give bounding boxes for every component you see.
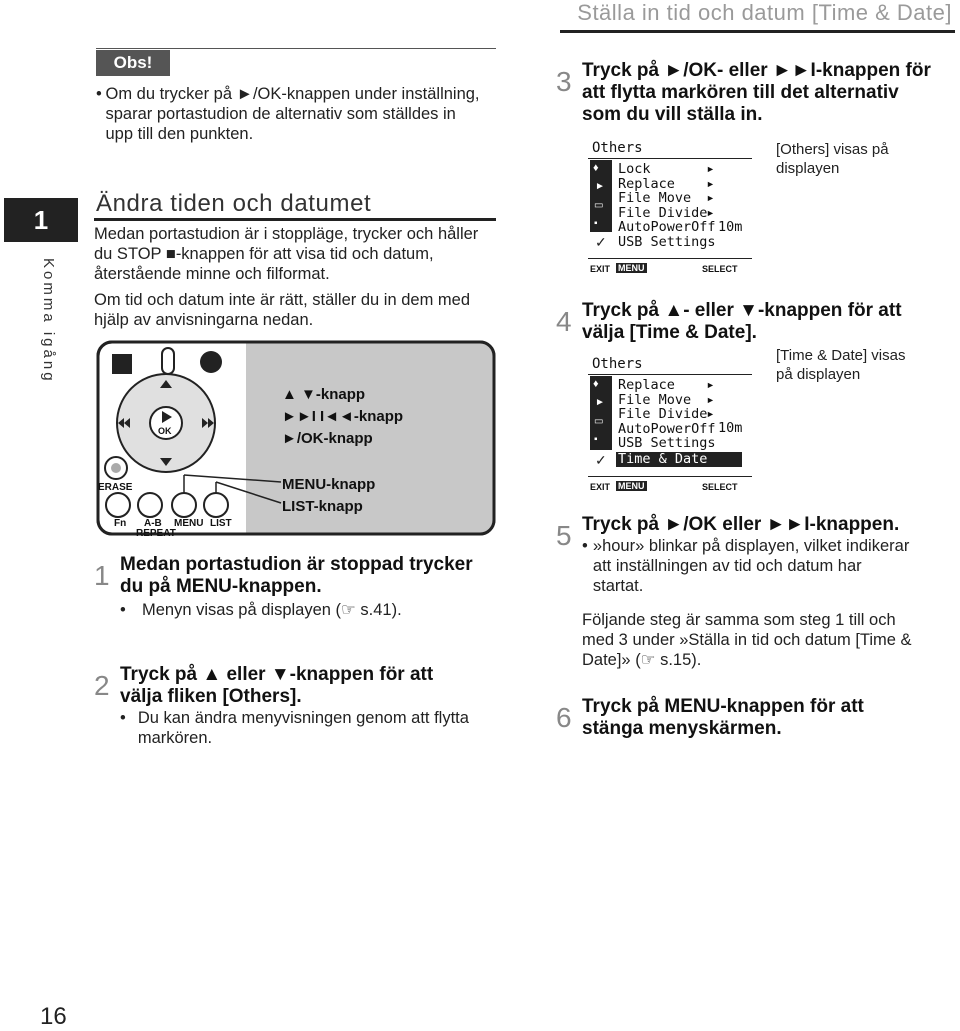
chapter-side-label: Komma igång bbox=[40, 258, 57, 384]
screen-2-arrows: ► ► ► bbox=[706, 380, 715, 419]
fn-label: Fn bbox=[114, 518, 127, 529]
screen-2-item: AutoPowerOff bbox=[618, 420, 716, 437]
repeat-label: REPEAT bbox=[136, 528, 176, 539]
step-5-extra: Följande steg är samma som steg 1 till och med 3 under »Ställa in tid och datum [Time & Date]» (☞ s.15). bbox=[582, 611, 912, 669]
screen-1-item: File Divide bbox=[618, 204, 708, 221]
tab-icons-column bbox=[590, 160, 612, 254]
step-1-bullet: • Menyn visas på displayen (☞ s.41). bbox=[120, 601, 402, 619]
screen-2-item: Replace bbox=[618, 377, 675, 393]
page-number: 16 bbox=[40, 1003, 67, 1030]
section-rule bbox=[94, 218, 496, 221]
screen-1-item: Lock bbox=[618, 161, 651, 177]
screen-1-exit: EXIT bbox=[590, 264, 611, 274]
note-badge: Obs! bbox=[96, 50, 170, 76]
screen-2-exit: EXIT bbox=[590, 482, 611, 492]
step-2-number: 2 bbox=[94, 670, 110, 701]
step-1-title: Medan portastudion är stoppad trycker du på MENU-knappen. bbox=[120, 554, 473, 597]
step-3-title: Tryck på ►/OK- eller ►►I-knappen för att flytta markören till det alternativ som du vill ställa in. bbox=[582, 60, 931, 125]
screen-1-value: 10m bbox=[718, 219, 743, 235]
chapter-tab: 1 bbox=[4, 198, 78, 242]
menu-label: MENU bbox=[174, 518, 204, 529]
screen-2-title: Others bbox=[592, 356, 643, 372]
section-paragraph-2: Om tid och datum inte är rätt, ställer du in dem med hjälp av anvisningarna nedan. bbox=[94, 291, 470, 329]
display-screen-2 bbox=[584, 354, 756, 496]
mic-icon: ♦ bbox=[593, 162, 599, 174]
step-1-number: 1 bbox=[94, 560, 110, 591]
step-2-title: Tryck på ▲ eller ▼-knappen för att välja fliken [Others]. bbox=[120, 664, 434, 707]
screen-1-item: AutoPowerOff bbox=[618, 219, 716, 235]
screen-1-caption: [Others] visas på displayen bbox=[776, 141, 889, 177]
mic-icon: ♦ bbox=[593, 378, 599, 390]
screen-2-select: SELECT bbox=[702, 482, 738, 492]
screen-2-selected-item: Time & Date bbox=[616, 452, 742, 467]
menu-button-icon bbox=[172, 493, 196, 517]
display-screen-1 bbox=[584, 138, 756, 278]
screen-1-title: Others bbox=[592, 140, 643, 156]
play-tab-icon: ► bbox=[595, 397, 605, 408]
header-rule bbox=[560, 30, 955, 33]
ab-label: A-B bbox=[144, 518, 162, 529]
screen-2-caption: [Time & Date] visas på displayen bbox=[776, 347, 906, 383]
note-bullet bbox=[96, 84, 486, 144]
step-6-number: 6 bbox=[556, 702, 572, 733]
step-2-bullet-text: Du kan ändra menyvisningen genom att flytta markören. bbox=[137, 709, 469, 747]
note-bullet-text: Om du trycker på ►/OK-knappen under inställning, sparar portastudion de alternativ som ställdes in upp till den punkten. bbox=[105, 85, 480, 143]
screen-2-item: USB Settings bbox=[618, 435, 716, 451]
card-icon: ▪ bbox=[594, 218, 598, 229]
screen-1-item: Replace bbox=[618, 175, 675, 192]
screen-1-item: File Move bbox=[618, 190, 692, 206]
page-header-title: Ställa in tid och datum [Time & Date] bbox=[577, 0, 952, 25]
step-5-bullet: • »hour» blinkar på displayen, vilket indikerar att inställningen av tid och datum har startat. bbox=[582, 536, 912, 596]
wrench-icon: ✓ bbox=[595, 234, 607, 250]
screen-1-menu: MENU bbox=[618, 263, 645, 273]
card-icon: ▪ bbox=[594, 434, 598, 445]
wrench-icon: ✓ bbox=[595, 452, 607, 468]
step-5-title: Tryck på ►/OK eller ►►I-knappen. bbox=[582, 514, 900, 535]
step-4-title: Tryck på ▲- eller ▼-knappen för att välja [Time & Date]. bbox=[582, 300, 902, 343]
display-tab-icon: ▭ bbox=[594, 200, 604, 211]
play-tab-icon: ► bbox=[595, 181, 605, 192]
step-5-bullet-text: »hour» blinkar på displayen, vilket indikerar att inställningen av tid och datum har startat. bbox=[592, 537, 910, 595]
screen-2-item: File Move bbox=[618, 391, 692, 408]
erase-label: ERASE bbox=[98, 482, 133, 493]
section-paragraph-1: Medan portastudion är i stoppläge, trycker och håller du STOP ■-knappen för att visa tid och datum, återstående minne och filformat. bbox=[94, 225, 479, 283]
indicator-icon bbox=[162, 348, 174, 374]
stop-button-icon bbox=[112, 354, 132, 374]
step-6-title: Tryck på MENU-knappen för att stänga menyskärmen. bbox=[582, 696, 864, 739]
screen-1-arrows: ► ► ► ► bbox=[706, 164, 715, 218]
device-label-list: LIST-knapp bbox=[282, 498, 363, 515]
step-4-number: 4 bbox=[556, 306, 572, 337]
section-title: Ändra tiden och datumet bbox=[96, 190, 372, 217]
step-5-number: 5 bbox=[556, 520, 572, 551]
tab-icons-column bbox=[590, 376, 612, 472]
screen-2-item: File Divide bbox=[618, 406, 708, 422]
step-1-bullet-text: Menyn visas på displayen (☞ s.41). bbox=[142, 601, 402, 619]
device-label-ok: ►/OK-knapp bbox=[282, 430, 373, 447]
ab-repeat-button-icon bbox=[138, 493, 162, 517]
screen-1-item: USB Settings bbox=[618, 233, 716, 250]
list-button-icon bbox=[204, 493, 228, 517]
screen-2-value: 10m bbox=[718, 420, 743, 436]
device-label-skip: ►►I I◄◄-knapp bbox=[282, 408, 404, 425]
step-3-number: 3 bbox=[556, 66, 572, 97]
device-label-menu: MENU-knapp bbox=[282, 476, 376, 493]
rec-button-icon bbox=[200, 351, 222, 373]
list-label: LIST bbox=[210, 518, 232, 529]
device-label-updown: ▲ ▼-knapp bbox=[282, 386, 366, 403]
display-tab-icon: ▭ bbox=[594, 416, 604, 427]
fn-button-icon bbox=[106, 493, 130, 517]
step-2-bullet: • Du kan ändra menyvisningen genom att flytta markören. bbox=[120, 709, 469, 747]
bullet-dot: • bbox=[96, 85, 102, 103]
screen-2-menu: MENU bbox=[618, 481, 645, 491]
ok-label: OK bbox=[158, 426, 172, 436]
note-rule bbox=[96, 48, 496, 49]
screen-1-select: SELECT bbox=[702, 264, 738, 274]
